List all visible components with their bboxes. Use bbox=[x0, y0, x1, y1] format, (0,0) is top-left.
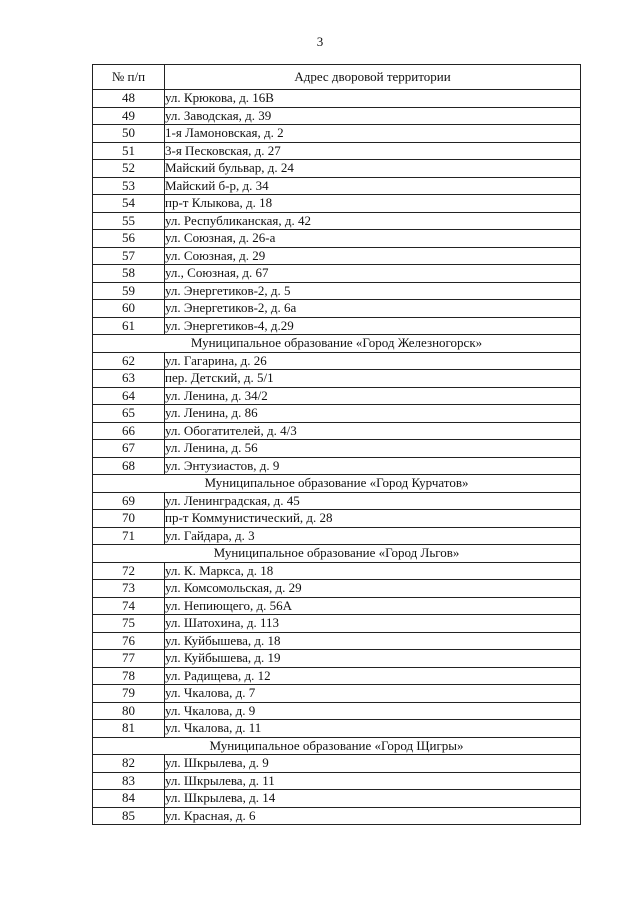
table-row bbox=[93, 667, 581, 685]
row-address: ул. Ленина, д. 56 bbox=[165, 440, 581, 458]
row-address: ул. Энергетиков-4, д.29 bbox=[165, 317, 581, 335]
row-number: 76 bbox=[93, 632, 165, 650]
row-number: 73 bbox=[93, 580, 165, 598]
row-address: ул. Комсомольская, д. 29 bbox=[165, 580, 581, 598]
row-number: 64 bbox=[93, 387, 165, 405]
table-row bbox=[93, 160, 581, 178]
table-row bbox=[93, 720, 581, 738]
column-header-number: № п/п bbox=[93, 65, 165, 90]
row-number: 56 bbox=[93, 230, 165, 248]
table-row bbox=[93, 125, 581, 143]
table-row bbox=[93, 457, 581, 475]
row-address: ул. Шкрылева, д. 11 bbox=[165, 772, 581, 790]
row-number: 71 bbox=[93, 527, 165, 545]
row-address: ул. Радищева, д. 12 bbox=[165, 667, 581, 685]
row-number: 55 bbox=[93, 212, 165, 230]
row-number: 75 bbox=[93, 615, 165, 633]
row-number: 74 bbox=[93, 597, 165, 615]
table-row bbox=[93, 702, 581, 720]
table-row bbox=[93, 212, 581, 230]
table-row bbox=[93, 370, 581, 388]
table-row bbox=[93, 790, 581, 808]
row-address: ул. Союзная, д. 26-а bbox=[165, 230, 581, 248]
row-number: 67 bbox=[93, 440, 165, 458]
row-address: ул. Энтузиастов, д. 9 bbox=[165, 457, 581, 475]
row-address: ул. Заводская, д. 39 bbox=[165, 107, 581, 125]
row-address: ул. К. Маркса, д. 18 bbox=[165, 562, 581, 580]
table-row bbox=[93, 755, 581, 773]
table-row bbox=[93, 597, 581, 615]
table-row bbox=[93, 772, 581, 790]
row-address: ул. Шатохина, д. 113 bbox=[165, 615, 581, 633]
row-address: пр-т Клыкова, д. 18 bbox=[165, 195, 581, 213]
column-header-address: Адрес дворовой территории bbox=[165, 65, 581, 90]
table-row bbox=[93, 510, 581, 528]
row-address: ул. Красная, д. 6 bbox=[165, 807, 581, 825]
section-row bbox=[93, 335, 581, 353]
row-number: 85 bbox=[93, 807, 165, 825]
section-title: Муниципальное образование «Город Щигры» bbox=[93, 737, 581, 755]
row-address: Майский б-р, д. 34 bbox=[165, 177, 581, 195]
row-address: ул. Энергетиков-2, д. 6а bbox=[165, 300, 581, 318]
table-row bbox=[93, 405, 581, 423]
row-address: ул., Союзная, д. 67 bbox=[165, 265, 581, 283]
row-number: 58 bbox=[93, 265, 165, 283]
row-address: ул. Республиканская, д. 42 bbox=[165, 212, 581, 230]
row-address: ул. Чкалова, д. 11 bbox=[165, 720, 581, 738]
row-address: ул. Чкалова, д. 9 bbox=[165, 702, 581, 720]
section-title: Муниципальное образование «Город Льгов» bbox=[93, 545, 581, 563]
row-address: пр-т Коммунистический, д. 28 bbox=[165, 510, 581, 528]
row-address: ул. Крюкова, д. 16В bbox=[165, 90, 581, 108]
row-number: 83 bbox=[93, 772, 165, 790]
row-number: 84 bbox=[93, 790, 165, 808]
row-number: 54 bbox=[93, 195, 165, 213]
row-number: 72 bbox=[93, 562, 165, 580]
row-number: 53 bbox=[93, 177, 165, 195]
row-number: 57 bbox=[93, 247, 165, 265]
table-row bbox=[93, 807, 581, 825]
table-row bbox=[93, 492, 581, 510]
row-address: ул. Куйбышева, д. 19 bbox=[165, 650, 581, 668]
row-address: ул. Энергетиков-2, д. 5 bbox=[165, 282, 581, 300]
table-row bbox=[93, 562, 581, 580]
row-address: ул. Ленина, д. 34/2 bbox=[165, 387, 581, 405]
row-address: ул. Союзная, д. 29 bbox=[165, 247, 581, 265]
row-address: ул. Ленинградская, д. 45 bbox=[165, 492, 581, 510]
row-address: ул. Непиющего, д. 56А bbox=[165, 597, 581, 615]
row-number: 66 bbox=[93, 422, 165, 440]
row-number: 68 bbox=[93, 457, 165, 475]
table-row bbox=[93, 632, 581, 650]
row-number: 63 bbox=[93, 370, 165, 388]
table-row bbox=[93, 580, 581, 598]
table-row bbox=[93, 142, 581, 160]
section-title: Муниципальное образование «Город Курчатов» bbox=[93, 475, 581, 493]
row-number: 51 bbox=[93, 142, 165, 160]
row-address: ул. Гайдара, д. 3 bbox=[165, 527, 581, 545]
table-row bbox=[93, 177, 581, 195]
table-row bbox=[93, 440, 581, 458]
row-number: 70 bbox=[93, 510, 165, 528]
section-row bbox=[93, 475, 581, 493]
table-row bbox=[93, 247, 581, 265]
table-row bbox=[93, 195, 581, 213]
row-number: 81 bbox=[93, 720, 165, 738]
section-row bbox=[93, 737, 581, 755]
table-header-row bbox=[93, 65, 581, 90]
row-number: 62 bbox=[93, 352, 165, 370]
row-address: ул. Шкрылева, д. 9 bbox=[165, 755, 581, 773]
row-address: 3-я Песковская, д. 27 bbox=[165, 142, 581, 160]
row-address: ул. Чкалова, д. 7 bbox=[165, 685, 581, 703]
table-row bbox=[93, 300, 581, 318]
table-row bbox=[93, 387, 581, 405]
row-number: 59 bbox=[93, 282, 165, 300]
row-number: 65 bbox=[93, 405, 165, 423]
section-row bbox=[93, 545, 581, 563]
row-number: 77 bbox=[93, 650, 165, 668]
row-address: ул. Обогатителей, д. 4/3 bbox=[165, 422, 581, 440]
row-number: 78 bbox=[93, 667, 165, 685]
row-number: 80 bbox=[93, 702, 165, 720]
row-address: ул. Шкрылева, д. 14 bbox=[165, 790, 581, 808]
row-number: 60 bbox=[93, 300, 165, 318]
row-number: 79 bbox=[93, 685, 165, 703]
table-row bbox=[93, 107, 581, 125]
table-row bbox=[93, 650, 581, 668]
table-row bbox=[93, 527, 581, 545]
table-row bbox=[93, 265, 581, 283]
row-number: 69 bbox=[93, 492, 165, 510]
table-row bbox=[93, 282, 581, 300]
table-row bbox=[93, 352, 581, 370]
row-address: пер. Детский, д. 5/1 bbox=[165, 370, 581, 388]
row-address: Майский бульвар, д. 24 bbox=[165, 160, 581, 178]
section-title: Муниципальное образование «Город Железногорск» bbox=[93, 335, 581, 353]
row-address: 1-я Ламоновская, д. 2 bbox=[165, 125, 581, 143]
table-body bbox=[93, 90, 581, 825]
table-row bbox=[93, 90, 581, 108]
address-table bbox=[92, 64, 581, 825]
table-row bbox=[93, 422, 581, 440]
row-number: 50 bbox=[93, 125, 165, 143]
row-number: 52 bbox=[93, 160, 165, 178]
row-number: 48 bbox=[93, 90, 165, 108]
row-number: 49 bbox=[93, 107, 165, 125]
table-row bbox=[93, 317, 581, 335]
table-row bbox=[93, 685, 581, 703]
table-row bbox=[93, 230, 581, 248]
row-number: 61 bbox=[93, 317, 165, 335]
row-address: ул. Куйбышева, д. 18 bbox=[165, 632, 581, 650]
page-number: 3 bbox=[316, 34, 324, 49]
row-number: 82 bbox=[93, 755, 165, 773]
row-address: ул. Ленина, д. 86 bbox=[165, 405, 581, 423]
row-address: ул. Гагарина, д. 26 bbox=[165, 352, 581, 370]
table-row bbox=[93, 615, 581, 633]
